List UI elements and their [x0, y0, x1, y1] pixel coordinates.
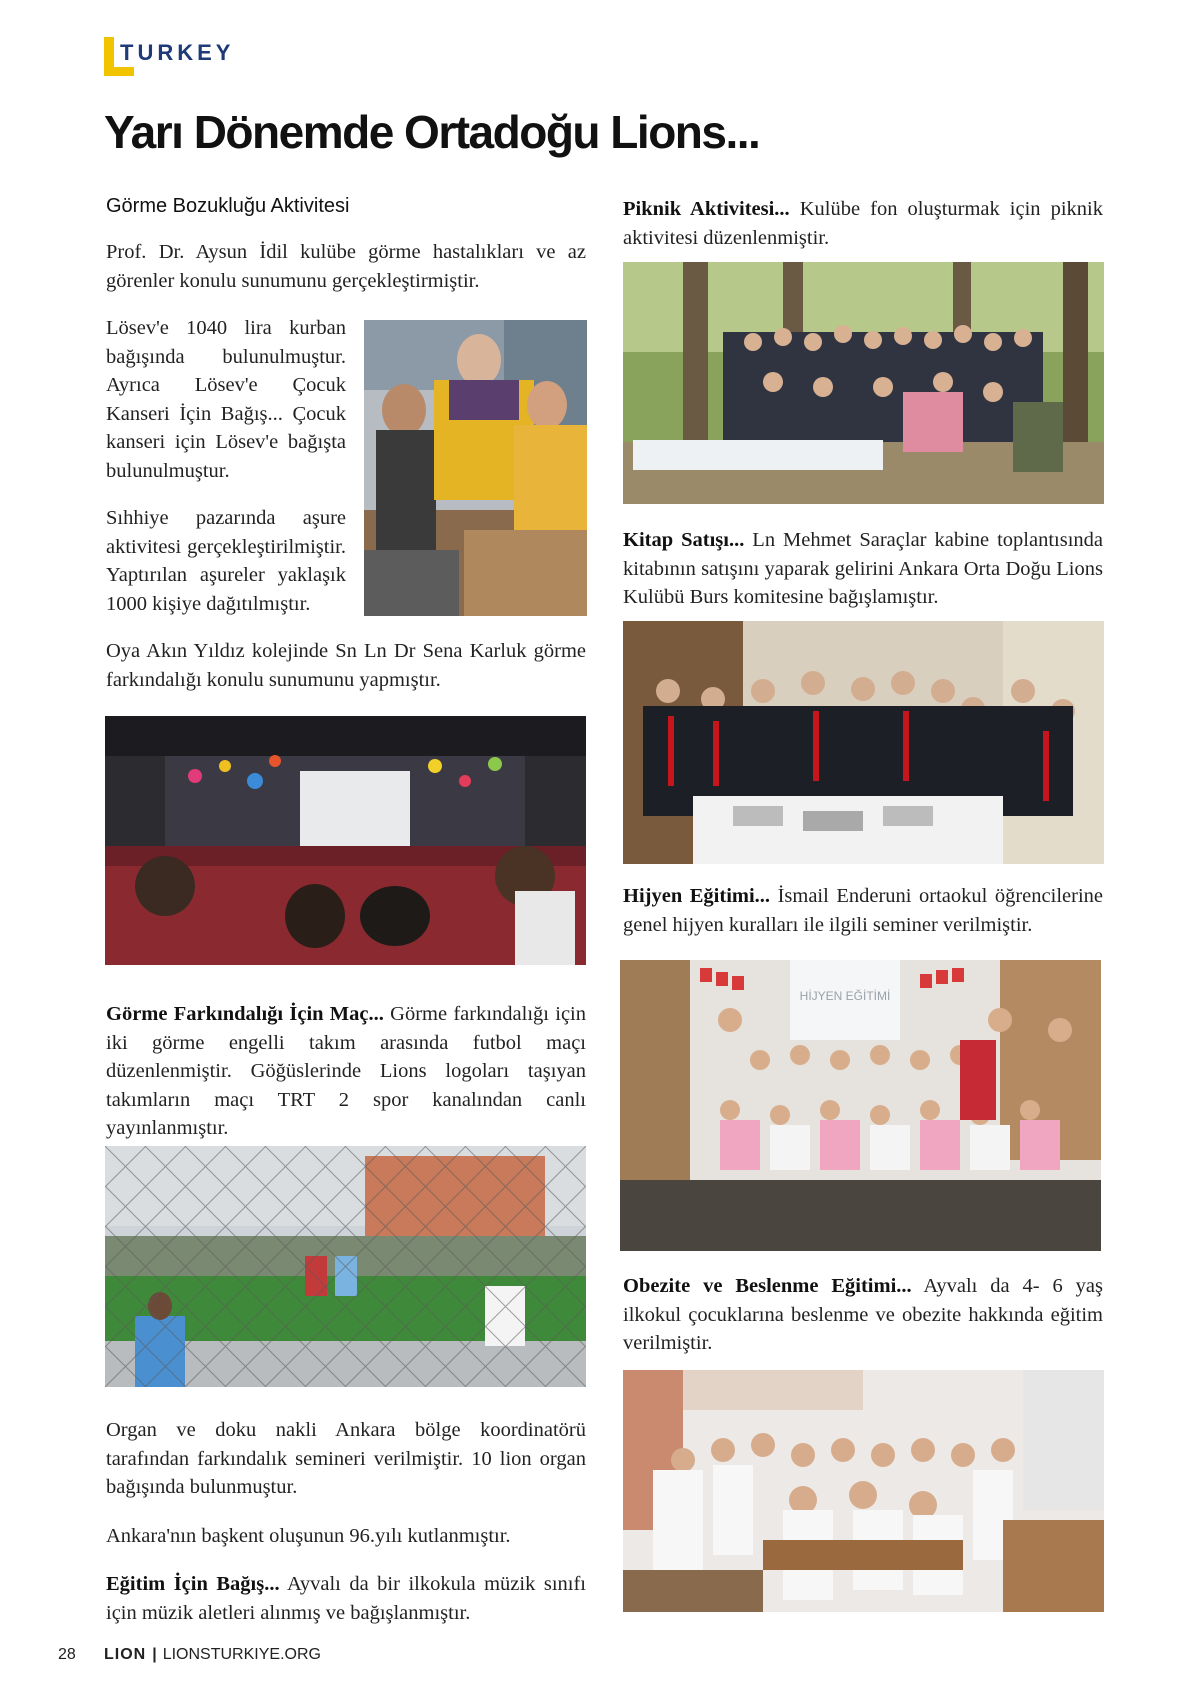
paragraph-sena-karluk: Oya Akın Yıldız kolejinde Sn Ln Dr Sena Karluk görme farkındalığı konulu sunumunu yapmıştır. [106, 640, 586, 691]
picnic-heading: Piknik Aktivitesi... [623, 198, 790, 220]
paragraph-organ-donation: Organ ve doku nakli Ankara bölge koordinatörü tarafından farkındalık semineri verilmiştir. 10 lion organ bağışında bulunmuştur. [106, 1419, 586, 1498]
paragraph-music-donation [106, 1570, 586, 1627]
football-match-text: Görme farkındalığı için iki görme engelli takım arasında futbol maçı düzenlenmiştir. Göğüslerinde Lions logoları taşıyan takımların maçı TRT 2 spor kanalından canlı yayınlanmıştır. [106, 1003, 586, 1139]
logo-mark-base [104, 67, 134, 76]
paragraph-picnic [623, 195, 1103, 252]
paragraph-ashure: Sıhhiye pazarında aşure aktivitesi gerçekleştirilmiştir. Yaptırılan aşureler yaklaşık 1000 kişiye dağıtılmıştır. [106, 507, 346, 615]
footer-separator: | [152, 1646, 157, 1663]
classroom-board-text: HİJYEN EĞİTİMİ [799, 989, 891, 1003]
hygiene-heading: Hijyen Eğitimi... [623, 885, 771, 907]
photo-auditorium [105, 716, 586, 965]
photo-ashure-event [364, 320, 587, 616]
paragraph-obesity [623, 1272, 1103, 1358]
photo-picnic [623, 262, 1104, 504]
page-number: 28 [58, 1646, 76, 1663]
paragraph-hygiene [623, 882, 1103, 939]
footer-lion: LION [104, 1646, 147, 1663]
music-donation-heading: Eğitim İçin Bağış... [106, 1573, 280, 1595]
footer-brand [104, 1646, 321, 1664]
paragraph-football-match [106, 1000, 586, 1143]
football-match-heading: Görme Farkındalığı İçin Maç... [106, 1003, 384, 1025]
obesity-text: Ayvalı da 4- 6 yaş ilkokul çocuklarına beslenme ve obezite hakkında eğitim verilmiştir. [623, 1275, 1103, 1354]
paragraph-ankara-capital: Ankara'nın başkent oluşunun 96.yılı kutlanmıştır. [106, 1525, 511, 1547]
picnic-text: Kulübe fon oluşturmak için piknik aktivitesi düzenlenmiştir. [623, 198, 1103, 249]
photo-nutrition-class [623, 1370, 1104, 1612]
photo-blind-football [105, 1146, 586, 1387]
photo-book-sale [623, 621, 1104, 864]
book-sale-heading: Kitap Satışı... [623, 529, 745, 551]
photo-hygiene-class [620, 960, 1101, 1251]
paragraph-book-sale [623, 526, 1103, 612]
section-logo-text: TURKEY [120, 40, 235, 65]
book-sale-text: Ln Mehmet Saraçlar kabine toplantısında kitabının satışını yaparak gelirini Ankara Orta Doğu Lions Kulübü Burs komitesine bağışlamıştır. [623, 529, 1104, 608]
footer-site-link[interactable]: LIONSTURKIYE.ORG [162, 1646, 321, 1663]
subhead-vision: Görme Bozukluğu Aktivitesi [106, 195, 350, 217]
page-title: Yarı Dönemde Ortadoğu Lions... [104, 106, 760, 158]
obesity-heading: Obezite ve Beslenme Eğitimi... [623, 1275, 912, 1297]
paragraph-losev: Lösev'e 1040 lira kurban bağışında bulunulmuştur. Ayrıca Lösev'e Çocuk Kanseri İçin Bağış... Çocuk kanseri için Lösev'e bağışta bulunulmuştur. [106, 317, 346, 482]
hygiene-text: İsmail Enderuni ortaokul öğrencilerine genel hijyen kuralları ile ilgili seminer verilmiştir. [623, 885, 1103, 936]
music-donation-text: Ayvalı da bir ilkokula müzik sınıfı için müzik aletleri alınmış ve bağışlanmıştır. [106, 1573, 586, 1624]
paragraph-vision-talk: Prof. Dr. Aysun İdil kulübe görme hastalıkları ve az görenler konulu sunumunu gerçekleştirmiştir. [106, 241, 586, 292]
